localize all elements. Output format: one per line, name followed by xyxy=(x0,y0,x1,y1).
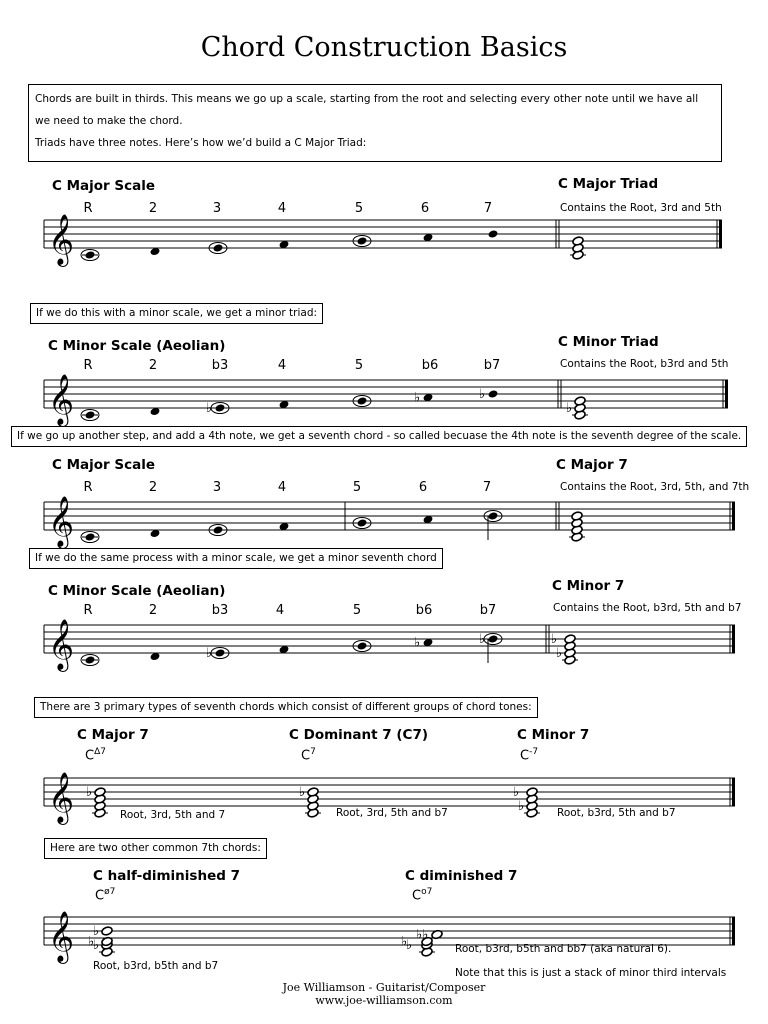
degree-label: b6 xyxy=(415,603,433,618)
chord-symbol-c-half-dim: $C^{ø7}$ xyxy=(95,887,116,904)
degree-label: 2 xyxy=(148,358,158,373)
note-head xyxy=(85,655,96,664)
treble-clef-icon: 𝄞 xyxy=(48,619,75,670)
flat-icon: ♭ xyxy=(518,799,525,814)
degree-label: 4 xyxy=(275,603,285,618)
c-major-triad-desc: Contains the Root, 3rd and 5th xyxy=(560,202,722,214)
degree-label: 3 xyxy=(212,480,222,495)
degree-label: 7 xyxy=(483,201,493,216)
treble-clef-icon: 𝄞 xyxy=(48,911,75,962)
c-dominant-7-title: C Dominant 7 (C7) xyxy=(289,727,429,743)
c-minor-7-tones: Root, b3rd, 5th and b7 xyxy=(557,807,676,819)
degree-label: 5 xyxy=(354,358,364,373)
c-major-7-title-1: C Major 7 xyxy=(556,457,628,473)
note-seventh-chord: If we go up another step, and add a 4th note, we get a seventh chord - so called becuase the 4th note is the seventh degree of the scale. xyxy=(11,426,747,447)
degree-label: R xyxy=(83,603,93,618)
degree-label: 4 xyxy=(277,201,287,216)
c-minor-7-title-2: C Minor 7 xyxy=(517,727,590,743)
degree-label: 5 xyxy=(352,603,362,618)
note-head xyxy=(488,229,499,238)
c-major-7-tones: Root, 3rd, 5th and 7 xyxy=(120,809,226,821)
degree-label: b7 xyxy=(479,603,497,618)
double-flat-icon: ♭♭ xyxy=(416,927,429,943)
c-minor-scale-title-1: C Minor Scale (Aeolian) xyxy=(48,338,226,354)
whole-note xyxy=(101,926,113,936)
note-head xyxy=(213,525,224,534)
note-head xyxy=(213,243,224,252)
flat-icon: ♭ xyxy=(88,934,95,950)
degree-label: b6 xyxy=(421,358,439,373)
degree-label: R xyxy=(83,201,93,216)
c-major-7-title-2: C Major 7 xyxy=(77,727,149,743)
degree-label: 5 xyxy=(352,480,362,495)
flat-icon: ♭ xyxy=(556,646,563,661)
flat-icon: ♭ xyxy=(401,934,408,950)
c-half-diminished-title: C half-diminished 7 xyxy=(93,868,240,884)
degree-label: 5 xyxy=(354,201,364,216)
note-head xyxy=(357,236,368,245)
note-head xyxy=(85,532,96,541)
flat-icon: ♭ xyxy=(414,635,421,651)
treble-clef-icon: 𝄞 xyxy=(48,496,75,547)
treble-clef-icon: 𝄞 xyxy=(48,374,75,425)
c-minor-triad-desc: Contains the Root, b3rd and 5th xyxy=(560,358,729,370)
c-half-diminished-tones: Root, b3rd, b5th and b7 xyxy=(93,960,219,972)
degree-label: R xyxy=(83,480,93,495)
degree-label: 4 xyxy=(277,480,287,495)
page-title: Chord Construction Basics xyxy=(200,32,568,63)
minor-third-note: Note that this is just a stack of minor third intervals xyxy=(455,967,727,979)
degree-label: 3 xyxy=(212,201,222,216)
note-head xyxy=(357,396,368,405)
c-minor-triad-title: C Minor Triad xyxy=(558,334,659,350)
note-minor-triad: If we do this with a minor scale, we get a minor triad: xyxy=(30,303,323,324)
note-head xyxy=(85,410,96,419)
note-other-chords: Here are two other common 7th chords: xyxy=(44,838,267,859)
flat-icon: ♭ xyxy=(299,785,306,800)
degree-label: 2 xyxy=(148,201,158,216)
c-minor-scale-title-2: C Minor Scale (Aeolian) xyxy=(48,583,226,599)
flat-icon: ♭ xyxy=(414,390,421,406)
footer-author: Joe Williamson - Guitarist/Composer xyxy=(282,981,486,994)
degree-label: b3 xyxy=(211,358,229,373)
degree-label: b3 xyxy=(211,603,229,618)
flat-icon: ♭ xyxy=(86,785,93,800)
degree-label: 4 xyxy=(277,358,287,373)
degree-label: 2 xyxy=(148,480,158,495)
flat-icon: ♭ xyxy=(513,785,520,800)
intro-line-2: we need to make the chord. xyxy=(35,115,183,127)
note-minor-seventh: If we do the same process with a minor scale, we get a minor seventh chord xyxy=(29,548,443,569)
c-minor-7-desc-1: Contains the Root, b3rd, 5th and b7 xyxy=(553,602,742,614)
c-major-7-desc-1: Contains the Root, 3rd, 5th, and 7th xyxy=(560,481,750,493)
note-head xyxy=(488,511,499,520)
degree-label: 7 xyxy=(482,480,492,495)
c-major-scale-title-2: C Major Scale xyxy=(52,457,156,473)
treble-clef-icon: 𝄞 xyxy=(48,214,75,265)
flat-icon: ♭ xyxy=(551,632,558,647)
degree-label: 6 xyxy=(420,201,430,216)
note-head xyxy=(488,389,499,398)
degree-label: 2 xyxy=(148,603,158,618)
degree-label: 6 xyxy=(418,480,428,495)
flat-icon: ♭ xyxy=(406,938,413,953)
flat-icon: ♭ xyxy=(206,401,213,416)
c-minor-7-title-1: C Minor 7 xyxy=(552,578,625,594)
flat-icon: ♭ xyxy=(206,646,213,661)
c-dominant-7-tones: Root, 3rd, 5th and b7 xyxy=(336,807,448,819)
flat-icon: ♭ xyxy=(479,632,486,647)
chord-symbol-c7: $C^7$ xyxy=(301,747,316,764)
c-diminished-tones: Root, b3rd, b5th and bb7 (aka natural 6). xyxy=(455,943,672,955)
note-three-types: There are 3 primary types of seventh chords which consist of different groups of chord tones: xyxy=(34,697,538,718)
flat-icon: ♭ xyxy=(93,938,100,953)
c-major-scale-title-1: C Major Scale xyxy=(52,178,156,194)
degree-label: R xyxy=(83,358,93,373)
note-head xyxy=(215,403,226,412)
flat-icon: ♭ xyxy=(566,401,573,416)
intro-line-3: Triads have three notes. Here’s how we’d build a C Major Triad: xyxy=(35,137,367,149)
chord-symbol-cmaj7: $C^{\Delta 7}$ xyxy=(85,747,106,764)
flat-icon: ♭ xyxy=(93,924,100,939)
c-major-triad-title: C Major Triad xyxy=(558,176,659,192)
degree-label: b7 xyxy=(483,358,501,373)
treble-clef-icon: 𝄞 xyxy=(48,772,75,823)
chord-symbol-c-dim7: $C^{o7}$ xyxy=(412,887,433,904)
c-diminished-title: C diminished 7 xyxy=(405,868,518,884)
intro-line-1: Chords are built in thirds. This means we go up a scale, starting from the root and selecting every other note until we have all xyxy=(35,93,699,105)
flat-icon: ♭ xyxy=(479,387,486,402)
note-head xyxy=(357,641,368,650)
note-head xyxy=(488,634,499,643)
note-head xyxy=(85,250,96,259)
note-head xyxy=(215,648,226,657)
footer-website: www.joe-williamson.com xyxy=(315,994,453,1007)
chord-symbol-cm7: $C^{-7}$ xyxy=(520,747,539,764)
note-head xyxy=(357,518,368,527)
